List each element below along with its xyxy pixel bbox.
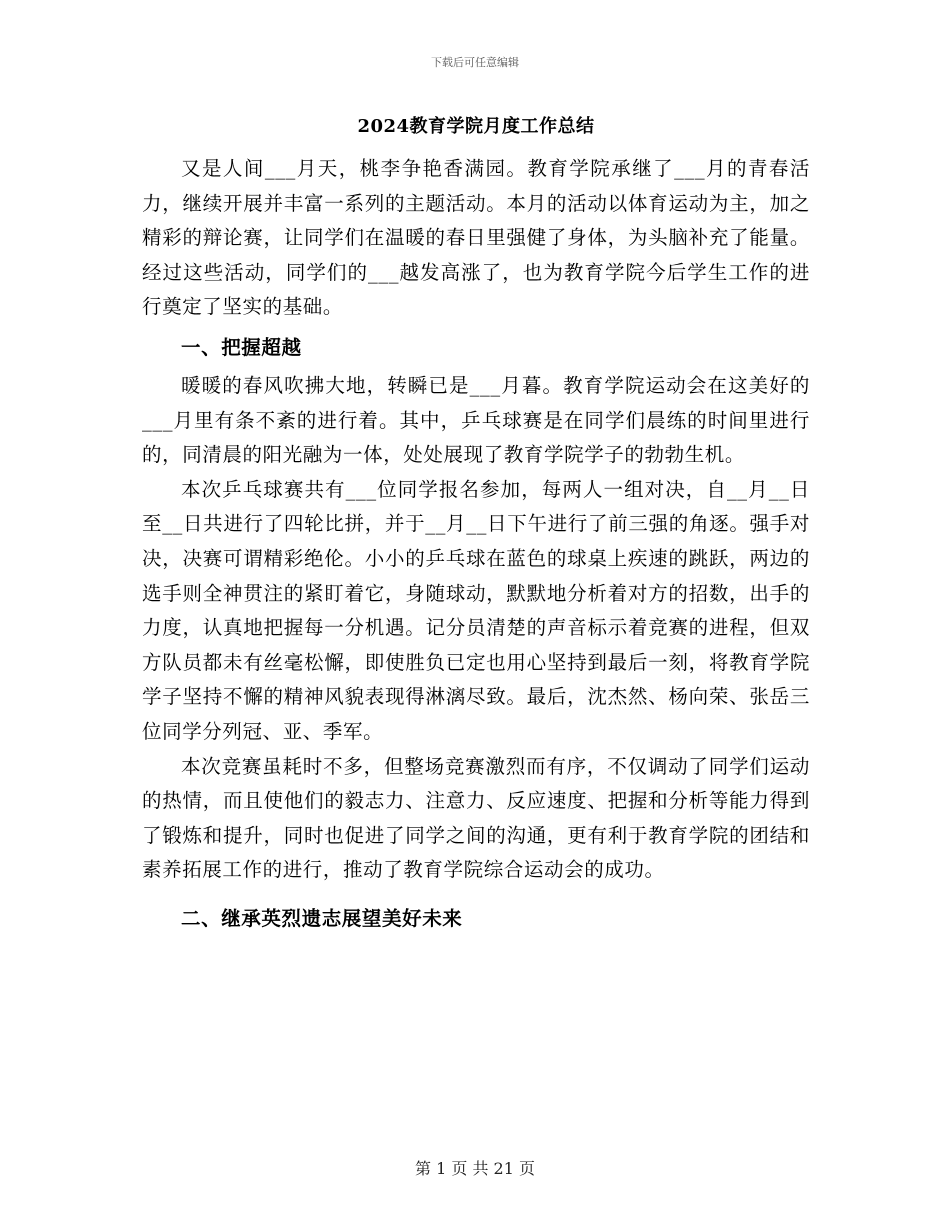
section-heading-1: 一、把握超越 bbox=[181, 335, 302, 359]
section1-paragraph-2: 本次乒乓球赛共有___位同学报名参加，每两人一组对决，自__月__日至__日共进行了四轮比拼，并于__月__日下午进行了前三强的角逐。强手对决，决赛可谓精彩绝伦。小小的乒乓球在蓝色的球桌上疾速的跳跃，两边的选手则全神贯注的紧盯着它，身随球动，默默地分析着对方的招数，出手的力度，认真地把握每一分机遇。记分员清楚的声音标示着竞赛的进程，但双方队员都未有丝毫松懈，即使胜负已定也用心坚持到最后一刻，将教育学院学子坚持不懈的精神风貌表现得淋漓尽致。最后，沈杰然、杨向荣、张岳三位同学分列冠、亚、季军。 bbox=[142, 477, 810, 743]
intro-paragraph: 又是人间___月天，桃李争艳香满园。教育学院承继了___月的青春活力，继续开展并丰富一系列的主题活动。本月的活动以体育运动为主，加之精彩的辩论赛，让同学们在温暖的春日里强健了身体，为头脑补充了能量。经过这些活动，同学们的___越发高涨了，也为教育学院今后学生工作的进行奠定了坚实的基础。 bbox=[142, 157, 810, 319]
section-heading-2: 二、继承英烈遗志展望美好未来 bbox=[181, 906, 463, 930]
document-title: 2024教育学院月度工作总结 bbox=[357, 116, 595, 137]
header-note: 下载后可任意编辑 bbox=[431, 56, 519, 69]
page-number: 第 1 页 共 21 页 bbox=[415, 1159, 535, 1178]
document-body bbox=[142, 110, 810, 940]
section1-paragraph-1: 暖暖的春风吹拂大地，转瞬已是___月暮。教育学院运动会在这美好的___月里有条不紊的进行着。其中，乒乓球赛是在同学们晨练的时间里进行的，同清晨的阳光融为一体，处处展现了教育学院学子的勃勃生机。 bbox=[142, 373, 810, 467]
section1-paragraph-3: 本次竞赛虽耗时不多，但整场竞赛激烈而有序，不仅调动了同学们运动的热情，而且使他们的毅志力、注意力、反应速度、把握和分析等能力得到了锻炼和提升，同时也促进了同学之间的沟通，更有利于教育学院的团结和素养拓展工作的进行，推动了教育学院综合运动会的成功。 bbox=[142, 754, 810, 882]
